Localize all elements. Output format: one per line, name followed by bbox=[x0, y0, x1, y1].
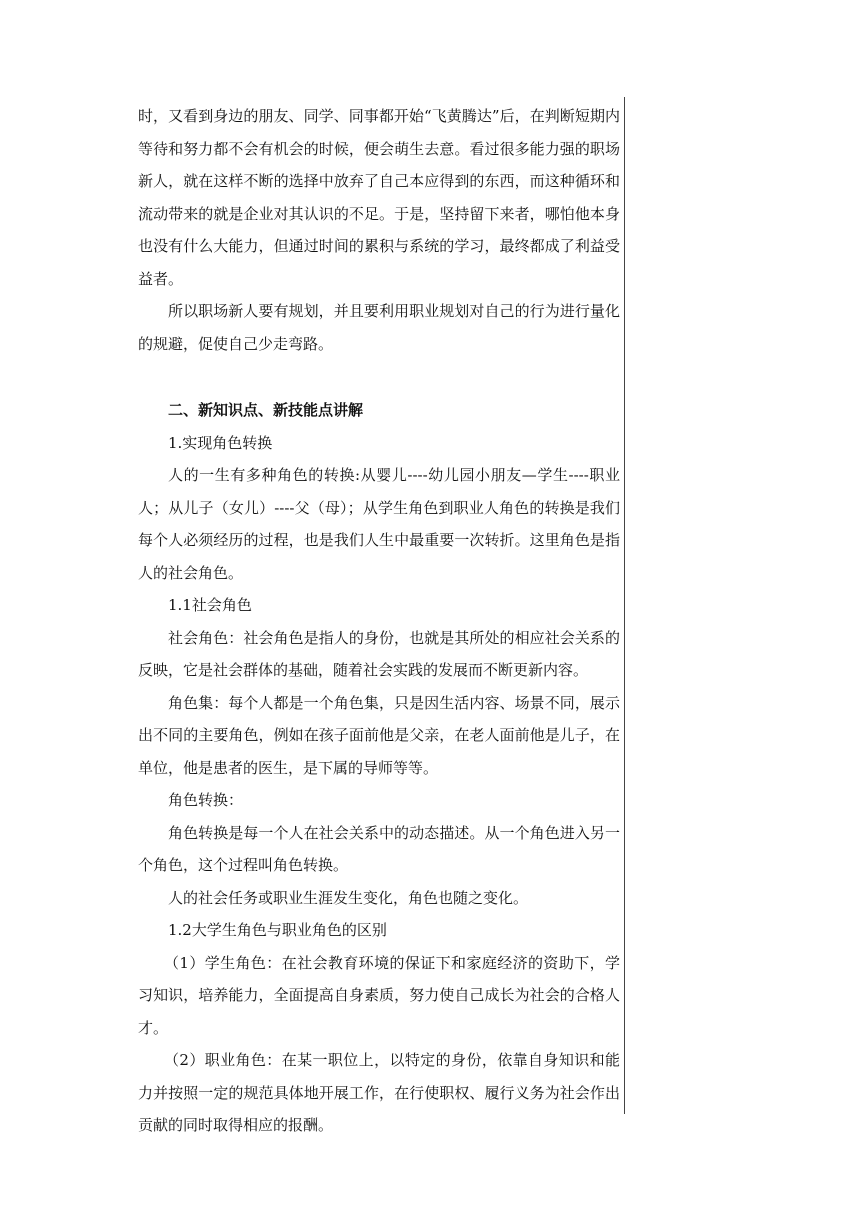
student-role-paragraph: （1）学生角色：在社会教育环境的保证下和家庭经济的资助下，学习知识，培养能力，全面提高自身素质，努力使自己成长为社会的合格人才。 bbox=[138, 953, 620, 1037]
section-heading: 二、新知识点、新技能点讲解 bbox=[168, 401, 364, 419]
role-set-paragraph: 角色集：每个人都是一个角色集，只是因生活内容、场景不同，展示出不同的主要角色，例如在孩子面前他是父亲，在老人面前他是儿子，在单位，他是患者的医生，是下属的导师等等。 bbox=[138, 693, 620, 777]
role-transition-label: 角色转换： bbox=[168, 791, 244, 809]
document-body bbox=[138, 100, 620, 1142]
role-transition-paragraph: 人的一生有多种角色的转换:从婴儿----幼儿园小朋友—学生----职业人；从儿子（女儿）----父（母）；从学生角色到职业人角色的转换是我们每个人必须经历的过程，也是我们人生中最重要一次转折。这里角色是指人的社会角色。 bbox=[138, 466, 620, 582]
intro-paragraph-1: 时，又看到身边的朋友、同学、同事都开始“飞黄腾达”后，在判断短期内等待和努力都不会有机会的时候，便会萌生去意。看过很多能力强的职场新人，就在这样不断的选择中放弃了自己本应得到的东西，而这种循环和流动带来的就是企业对其认识的不足。于是，坚持留下来者，哪怕他本身也没有什么大能力，但通过时间的累积与系统的学习，最终都成了利益受益者。 bbox=[138, 107, 620, 288]
social-role-definition: 社会角色：社会角色是指人的身份，也就是其所处的相应社会关系的反映，它是社会群体的基础，随着社会实践的发展而不断更新内容。 bbox=[138, 628, 620, 679]
role-transition-note: 人的社会任务或职业生涯发生变化，角色也随之变化。 bbox=[168, 888, 529, 907]
subsection-title-1-2: 1.2大学生角色与职业角色的区别 bbox=[168, 921, 387, 939]
intro-paragraph-2: 所以职场新人要有规划，并且要利用职业规划对自己的行为进行量化的规避，促使自己少走弯路。 bbox=[138, 302, 620, 353]
subsection-title-1: 1.实现角色转换 bbox=[168, 433, 273, 452]
role-transition-description: 角色转换是每一个人在社会关系中的动态描述。从一个角色进入另一个角色，这个过程叫角色转换。 bbox=[138, 823, 620, 874]
table-border-line bbox=[624, 97, 625, 1114]
subsection-title-1-1: 1.1社会角色 bbox=[168, 596, 252, 614]
career-role-paragraph: （2）职业角色：在某一职位上，以特定的身份，依靠自身知识和能力并按照一定的规范具体地开展工作，在行使职权、履行义务为社会作出贡献的同时取得相应的报酬。 bbox=[138, 1051, 620, 1134]
